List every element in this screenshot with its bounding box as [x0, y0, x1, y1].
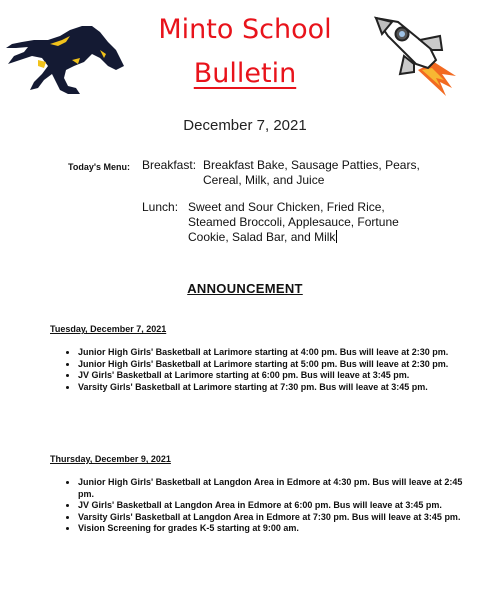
bulletin-date: December 7, 2021 — [183, 117, 307, 134]
lunch-text — [188, 200, 428, 245]
lunch-items: Sweet and Sour Chicken, Fried Rice, Steamed Broccoli, Applesauce, Fortune Cookie, Salad Bar, and Milk — [188, 200, 399, 244]
list-item: • JV Girls' Basketball at Larimore starting at 6:00 pm. Bus will leave at 3:45 pm. — [78, 370, 468, 382]
list-item: • Junior High Girls' Basketball at Larimore starting at 5:00 pm. Bus will leave at 2:30 pm. — [78, 359, 468, 371]
menu-label: Today's Menu: — [68, 162, 130, 172]
announcement-heading: ANNOUNCEMENT — [187, 281, 303, 296]
breakfast-text: Breakfast Bake, Sausage Patties, Pears, Cereal, Milk, and Juice — [203, 158, 420, 187]
day-heading-thursday: Thursday, December 9, 2021 — [50, 454, 171, 464]
list-item: • Varsity Girls' Basketball at Larimore starting at 7:30 pm. Bus will leave at 3:45 pm. — [78, 382, 468, 394]
breakfast-label: Breakfast: — [142, 158, 197, 172]
page-title: Minto School — [158, 14, 332, 45]
page-subtitle: Bulletin — [193, 58, 297, 89]
list-item: • Varsity Girls' Basketball at Langdon Area in Edmore at 7:30 pm. Bus will leave at 3:45 pm. — [78, 512, 468, 524]
list-item: • Junior High Girls' Basketball at Langdon Area in Edmore at 4:30 pm. Bus will leave at 2:45 pm. — [78, 477, 468, 500]
list-item: • Vision Screening for grades K-5 starting at 9:00 am. — [78, 523, 468, 535]
list-item: • Junior High Girls' Basketball at Larimore starting at 4:00 pm. Bus will leave at 2:30 pm. — [78, 347, 468, 359]
thursday-list — [50, 477, 468, 535]
lunch-label: Lunch: — [142, 200, 179, 214]
text-cursor — [336, 230, 337, 243]
list-item: • JV Girls' Basketball at Langdon Area in Edmore at 6:00 pm. Bus will leave at 3:45 pm. — [78, 500, 468, 512]
tuesday-list — [50, 347, 468, 393]
day-heading-tuesday: Tuesday, December 7, 2021 — [50, 324, 167, 334]
